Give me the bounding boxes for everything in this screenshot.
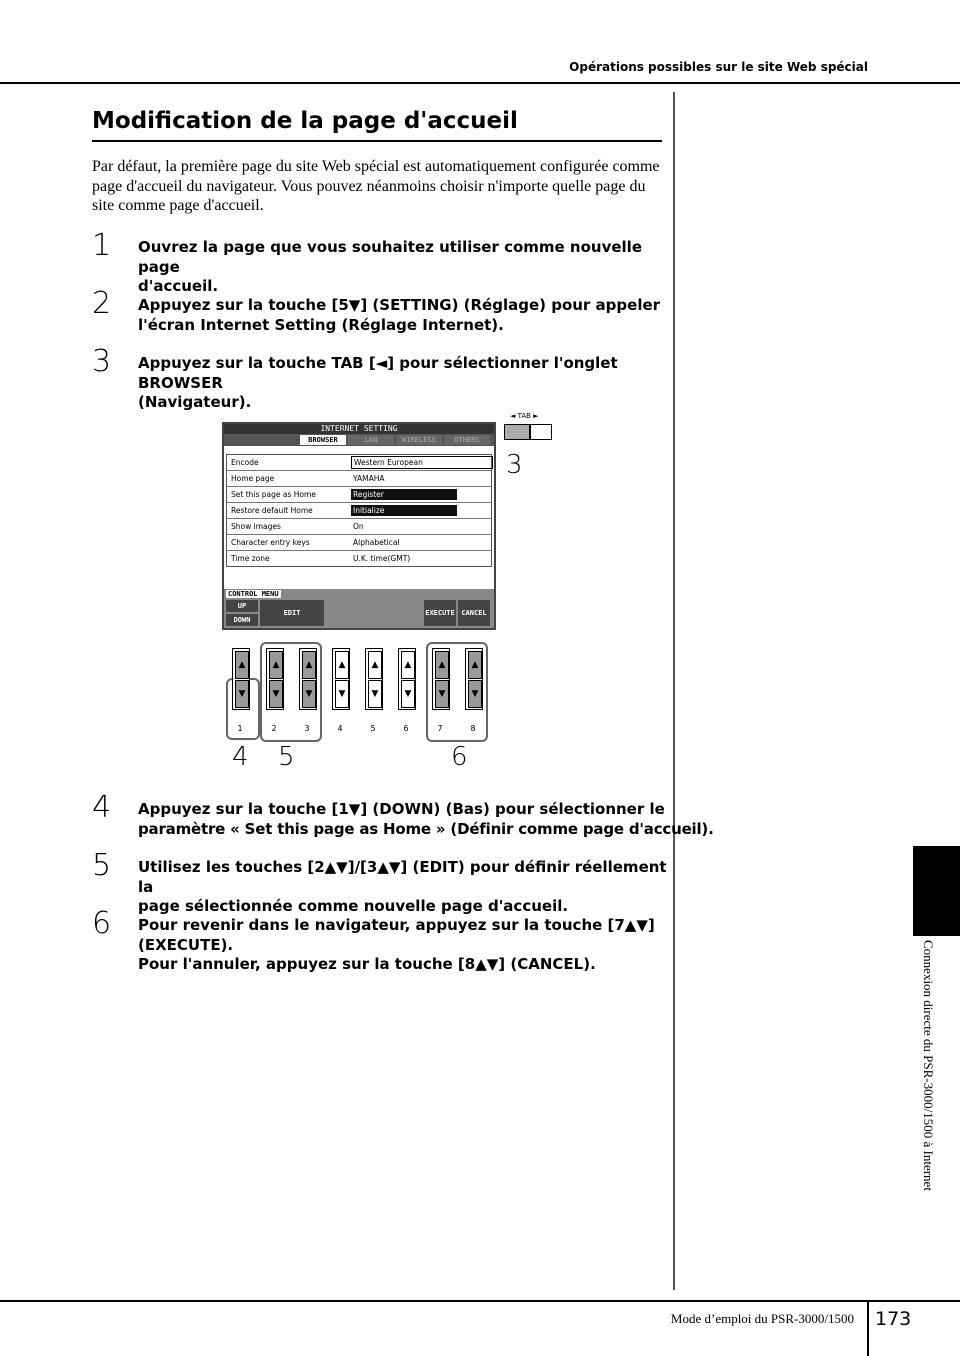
step-number: 6 (92, 906, 112, 941)
lcd-screen (222, 422, 496, 630)
running-header: Opérations possibles sur le site Web spécial (569, 60, 868, 74)
down-arrow-icon[interactable]: ▼ (368, 680, 382, 708)
control-menu-label: CONTROL MENU (228, 590, 279, 598)
down-arrow-icon[interactable]: ▼ (468, 680, 482, 708)
row-key: Character entry keys (231, 538, 310, 547)
tab-button-group (500, 412, 552, 442)
step-text (138, 800, 714, 839)
up-arrow-icon[interactable]: ▲ (235, 651, 249, 679)
chapter-tab (913, 846, 960, 936)
row-value: U.K. time(GMT) (353, 554, 411, 563)
switch-4[interactable] (332, 648, 350, 710)
execute-button[interactable]: EXECUTE (424, 600, 456, 626)
step-number: 4 (92, 790, 112, 825)
step-line: Pour l'annuler, appuyez sur la touche [8▲▼] (CANCEL). (138, 955, 596, 973)
step-line: Appuyez sur la touche [1▼] (DOWN) (Bas) pour sélectionner le (138, 800, 665, 818)
settings-row[interactable] (227, 487, 491, 503)
step-text (138, 916, 668, 975)
chapter-label: Connexion directe du PSR-3000/1500 à Internet (921, 940, 936, 1191)
settings-row[interactable] (227, 535, 491, 551)
lcd-title: INTERNET SETTING (224, 424, 494, 434)
switch-3[interactable] (299, 648, 317, 710)
switch-7[interactable] (432, 648, 450, 710)
settings-row[interactable] (227, 519, 491, 535)
step-line: Appuyez sur la touche TAB [◄] pour sélectionner l'onglet BROWSER (138, 354, 618, 392)
row-key: Time zone (231, 554, 270, 563)
tab-browser[interactable]: BROWSER (300, 435, 346, 445)
switch-5[interactable] (365, 648, 383, 710)
switch-number: 6 (403, 724, 409, 733)
up-arrow-icon[interactable]: ▲ (435, 651, 449, 679)
switch-6[interactable] (398, 648, 416, 710)
switch-8[interactable] (465, 648, 483, 710)
control-menu (224, 589, 494, 628)
tab-label: ◄ TAB ► (510, 412, 539, 420)
row-key: Encode (231, 458, 259, 467)
up-button[interactable]: UP (226, 600, 258, 612)
switch-number: 2 (271, 724, 277, 733)
step-text (138, 296, 668, 335)
row-key: Set this page as Home (231, 490, 316, 499)
bottom-rule (0, 1300, 960, 1302)
row-value: Alphabetical (353, 538, 400, 547)
row-value: Western European (351, 456, 493, 469)
tab-others[interactable]: OTHERS (444, 435, 490, 445)
up-arrow-icon[interactable]: ▲ (468, 651, 482, 679)
row-key: Home page (231, 474, 275, 483)
tab-lan[interactable]: LAN (348, 435, 394, 445)
step-line: Appuyez sur la touche [5▼] (SETTING) (Réglage) pour appeler (138, 296, 661, 314)
switch-number: 5 (370, 724, 376, 733)
settings-list (226, 454, 492, 567)
down-arrow-icon[interactable]: ▼ (269, 680, 283, 708)
step-number: 1 (92, 228, 112, 263)
switch-number: 3 (304, 724, 310, 733)
step-text (138, 858, 668, 917)
step-line: l'écran Internet Setting (Réglage Internet). (138, 315, 504, 334)
switch-2[interactable] (266, 648, 284, 710)
settings-row[interactable] (227, 503, 491, 519)
up-arrow-icon[interactable]: ▲ (269, 651, 283, 679)
cancel-button[interactable]: CANCEL (458, 600, 490, 626)
intro-paragraph: Par défaut, la première page du site Web spécial est automatiquement configurée comme page d'accueil du navigateur. Vous pouvez néanmoins choisir n'importe quelle page du site comme page d'accueil. (92, 158, 660, 214)
step-text (138, 354, 668, 413)
column-divider (673, 92, 675, 1290)
switch-number: 4 (337, 724, 343, 733)
page-number: 173 (875, 1308, 912, 1330)
row-key: Show images (231, 522, 281, 531)
up-arrow-icon[interactable]: ▲ (401, 651, 415, 679)
tab-right-button[interactable] (530, 424, 552, 440)
down-arrow-icon[interactable]: ▼ (302, 680, 316, 708)
top-rule (0, 82, 960, 84)
switch-1[interactable] (232, 648, 250, 710)
down-arrow-icon[interactable]: ▼ (435, 680, 449, 708)
settings-row[interactable] (227, 455, 491, 471)
row-value: Initialize (351, 505, 457, 516)
step-number: 3 (92, 344, 112, 379)
row-key: Restore default Home (231, 506, 313, 515)
tab-wireless[interactable]: WIRELESS (396, 435, 442, 445)
callout-3: 3 (506, 450, 523, 480)
step-number: 2 (92, 286, 112, 321)
settings-row[interactable] (227, 471, 491, 487)
up-arrow-icon[interactable]: ▲ (335, 651, 349, 679)
up-arrow-icon[interactable]: ▲ (368, 651, 382, 679)
edit-button[interactable]: EDIT (260, 600, 324, 626)
down-button[interactable]: DOWN (226, 614, 258, 626)
footer-manual: Mode d’emploi du PSR-3000/1500 (670, 1311, 854, 1326)
page-title: Modification de la page d'accueil (92, 108, 662, 142)
step-line: Pour revenir dans le navigateur, appuyez sur la touche [7▲▼] (138, 916, 655, 934)
callout-4: 4 (232, 742, 249, 772)
row-value: On (353, 522, 364, 531)
callout-6: 6 (451, 742, 468, 772)
down-arrow-icon[interactable]: ▼ (335, 680, 349, 708)
row-value: Register (351, 489, 457, 500)
button-panel (222, 640, 492, 745)
row-value: YAMAHA (353, 474, 385, 483)
step-line: d'accueil. (138, 277, 219, 295)
step-number: 5 (92, 848, 112, 883)
settings-row[interactable] (227, 551, 491, 566)
step-line: paramètre « Set this page as Home » (Définir comme page d'accueil). (138, 819, 714, 838)
down-arrow-icon[interactable]: ▼ (235, 680, 249, 708)
down-arrow-icon[interactable]: ▼ (401, 680, 415, 708)
page-number-separator (867, 1300, 869, 1356)
step-line: Ouvrez la page que vous souhaitez utiliser comme nouvelle page (138, 238, 643, 276)
step-line: Utilisez les touches [2▲▼]/[3▲▼] (EDIT) pour définir réellement la (138, 858, 667, 896)
switch-number: 7 (437, 724, 443, 733)
step-text (138, 238, 668, 297)
step-line: (EXECUTE). (138, 935, 234, 954)
switch-number: 1 (237, 724, 243, 733)
switch-number: 8 (470, 724, 476, 733)
lcd-tabs (224, 434, 494, 446)
step-line: (Navigateur). (138, 393, 252, 411)
tab-left-button[interactable] (504, 424, 530, 440)
step-line: page sélectionnée comme nouvelle page d'accueil. (138, 897, 569, 915)
up-arrow-icon[interactable]: ▲ (302, 651, 316, 679)
callout-5: 5 (278, 742, 295, 772)
